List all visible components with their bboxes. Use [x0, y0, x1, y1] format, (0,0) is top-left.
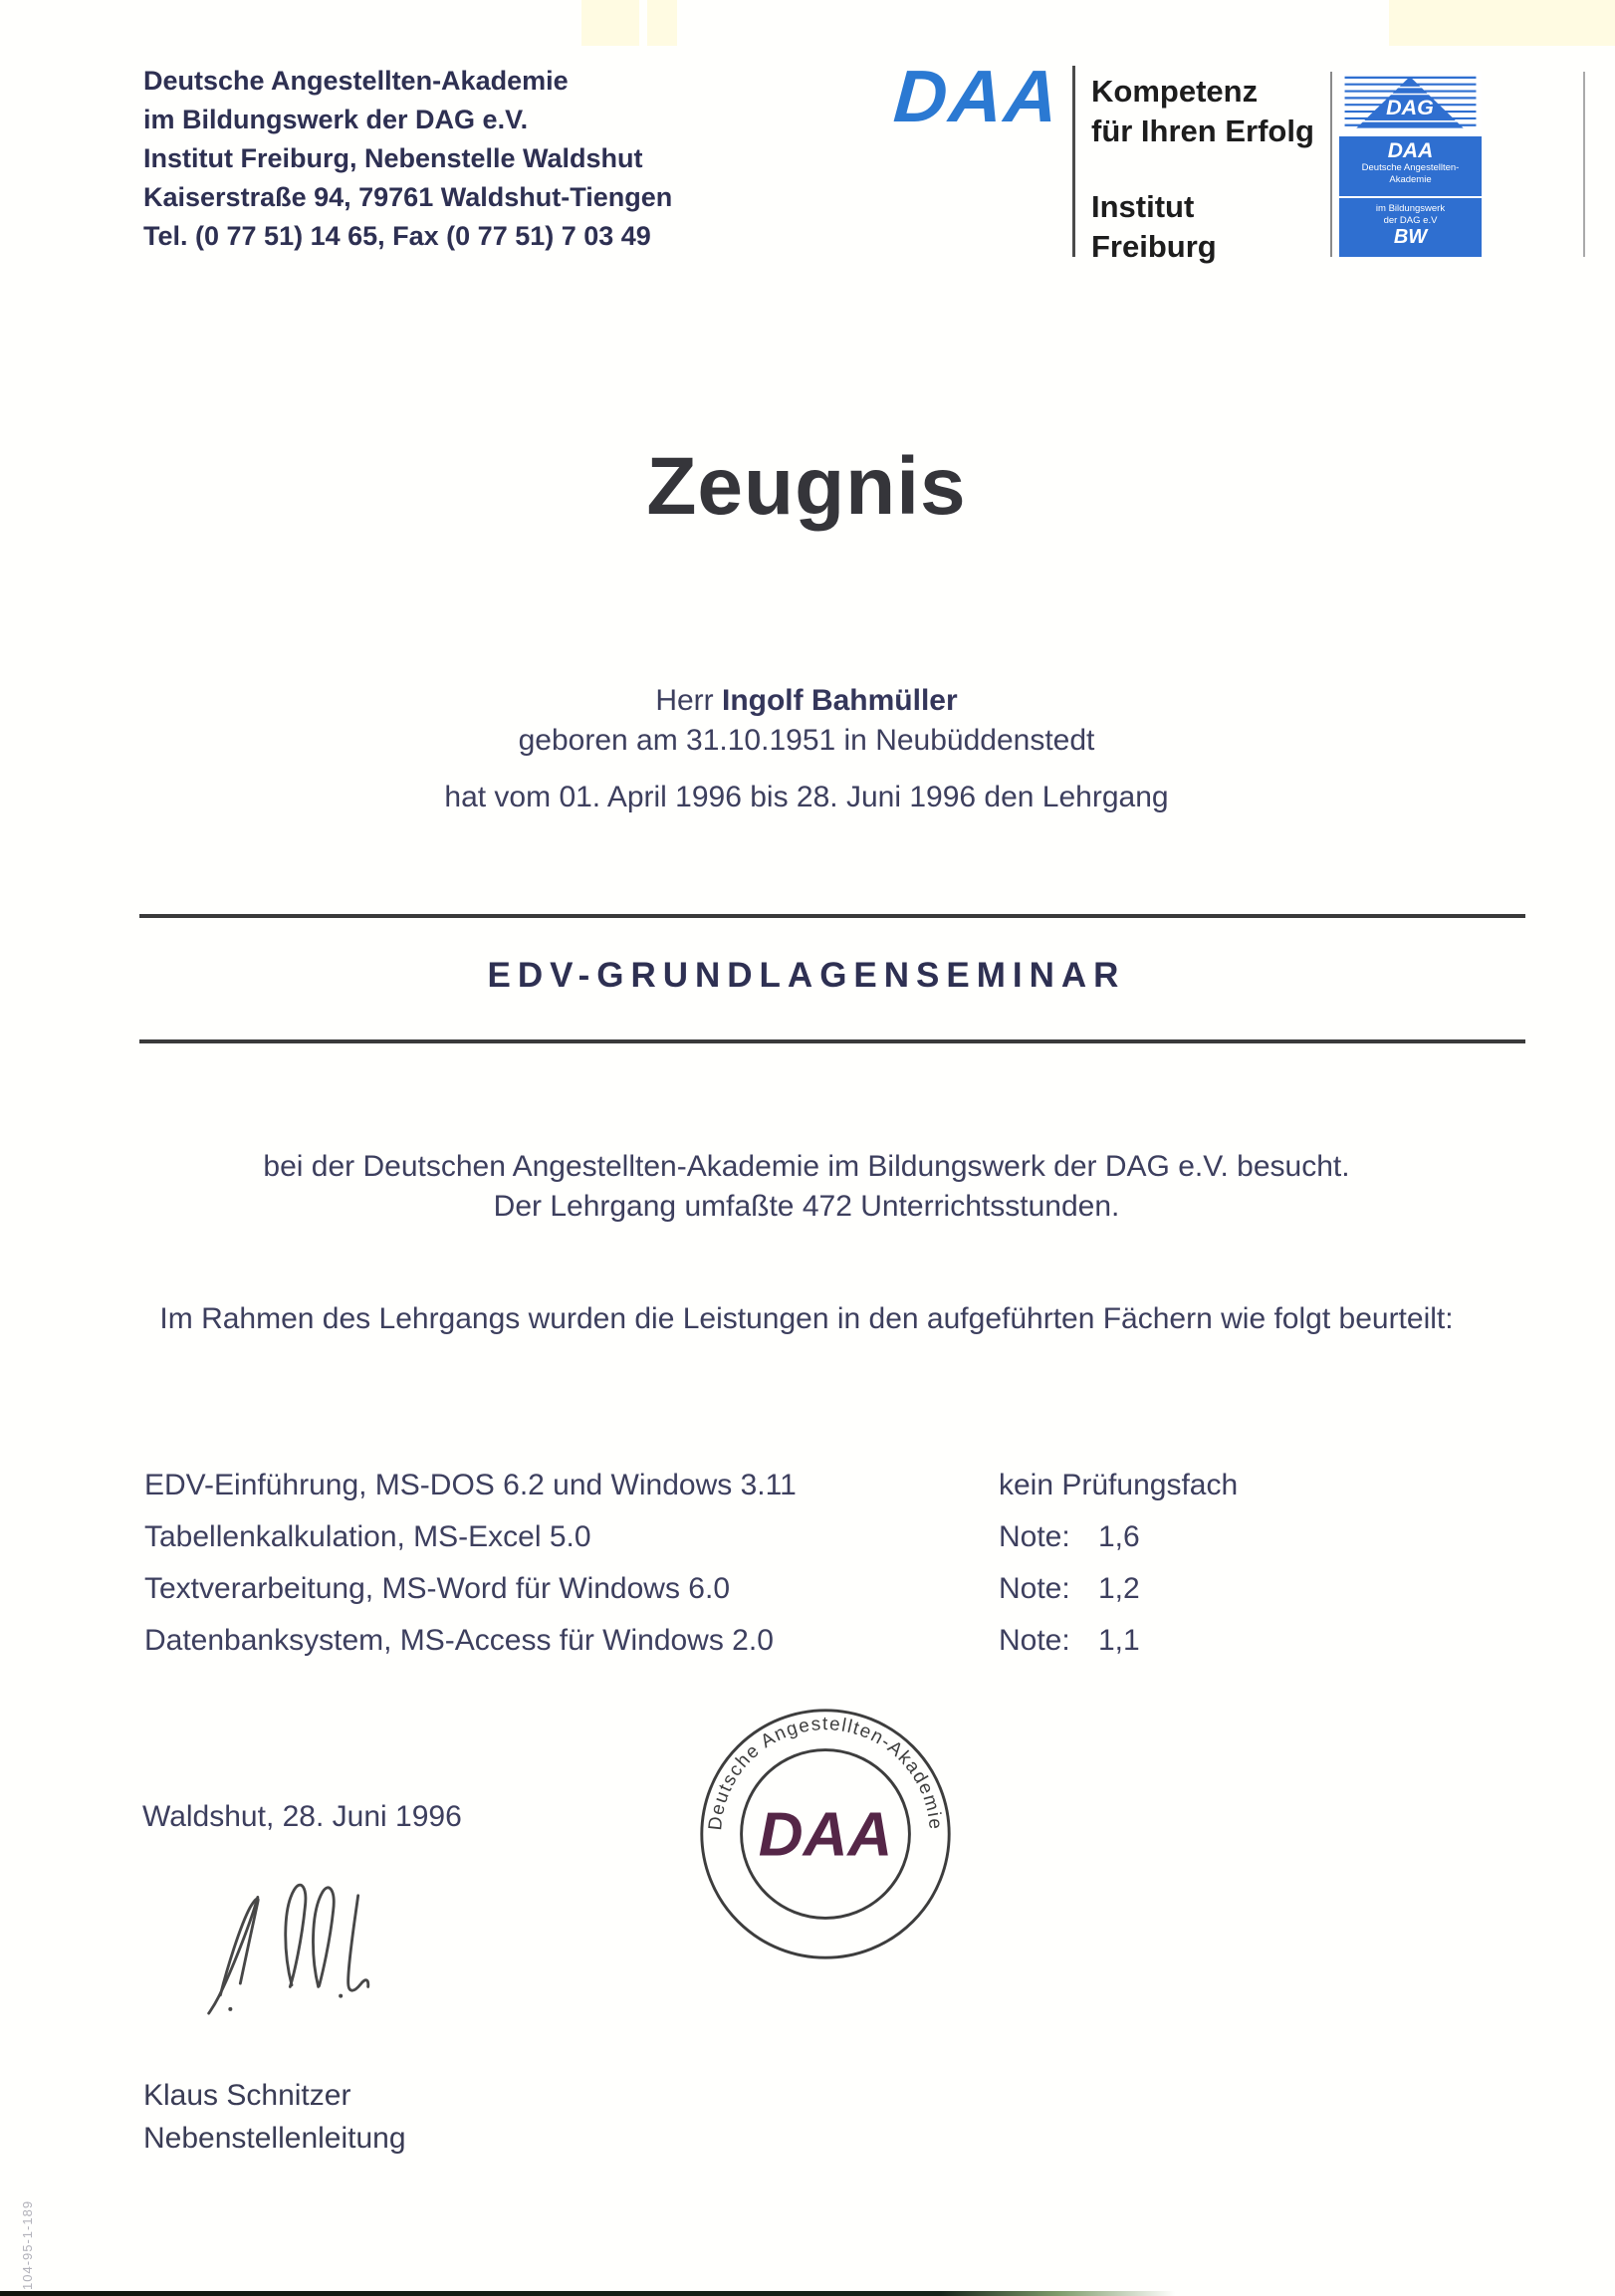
dag-daa-badge	[1339, 72, 1482, 257]
grade-subject: Datenbanksystem, MS-Access für Windows 2.0	[144, 1624, 774, 1657]
grade-result-label: Note:	[999, 1624, 1070, 1657]
course-period-line: hat vom 01. April 1996 bis 28. Juni 1996 den Lehrgang	[444, 781, 1169, 813]
grades-intro-line: Im Rahmen des Lehrgangs wurden die Leistungen in den aufgeführten Fächern wie folgt beurteilt:	[159, 1302, 1454, 1335]
tagline-line: Kompetenz	[1091, 74, 1259, 109]
signature-autograph	[177, 1847, 426, 2031]
horizontal-rule-bottom	[139, 1039, 1525, 1043]
grades-table	[144, 1460, 1489, 1667]
seminar-title: EDV-GRUNDLAGENSEMINAR	[487, 956, 1126, 995]
badge-daa-text: DAA	[1387, 138, 1434, 162]
badge-bottom-text: im Bildungswerk	[1375, 203, 1446, 215]
form-number-margin-note: 104-95-1-189	[20, 2199, 35, 2290]
grade-row	[144, 1460, 1489, 1511]
grade-result-label: Note:	[999, 1520, 1070, 1553]
institute-line: Freiburg	[1091, 229, 1217, 264]
grade-row	[144, 1511, 1489, 1563]
grade-result-value: 1,2	[1098, 1572, 1140, 1605]
scan-artifact-patch	[647, 0, 677, 46]
grade-result-label: Note:	[999, 1572, 1070, 1605]
attendance-line: Der Lehrgang umfaßte 472 Unterrichtsstunden.	[493, 1190, 1120, 1223]
date-place-line: Waldshut, 28. Juni 1996	[142, 1800, 462, 1833]
stamp-seal	[695, 1704, 956, 1964]
address-line: Tel. (0 77 51) 14 65, Fax (0 77 51) 7 03 49	[143, 221, 651, 251]
badge-bw-text: BW	[1393, 226, 1428, 249]
badge-daa-section	[1339, 136, 1482, 197]
grade-subject: Textverarbeitung, MS-Word für Windows 6.0	[144, 1572, 731, 1605]
badge-left-line	[1330, 72, 1332, 257]
grade-result-value: 1,1	[1098, 1624, 1140, 1657]
institute-text	[1091, 187, 1217, 267]
recipient-name-line	[110, 681, 1503, 721]
stamp-ring-text: Deutsche Angestellten-Akademie	[705, 1714, 946, 1832]
grade-row	[144, 1615, 1489, 1667]
dag-triangle-logo	[1339, 72, 1482, 134]
attendance-line: bei der Deutschen Angestellten-Akademie im Bildungswerk der DAG e.V. besucht.	[263, 1150, 1350, 1183]
sender-address-block	[143, 62, 672, 256]
scan-artifact-edge	[0, 2291, 1175, 2296]
signer-name: Klaus Schnitzer	[143, 2079, 351, 2112]
badge-bw-section	[1339, 198, 1482, 257]
horizontal-rule-top	[139, 914, 1525, 918]
grade-result-label: kein Prüfungsfach	[999, 1469, 1239, 1501]
grade-row	[144, 1563, 1489, 1615]
recipient-block	[110, 681, 1503, 761]
grade-subject: Tabellenkalkulation, MS-Excel 5.0	[144, 1520, 591, 1553]
address-line: Deutsche Angestellten-Akademie	[143, 66, 569, 96]
signer-title: Nebenstellenleitung	[143, 2122, 406, 2155]
address-line: im Bildungswerk der DAG e.V.	[143, 105, 529, 134]
badge-right-line	[1583, 72, 1585, 257]
recipient-name: Ingolf Bahmüller	[721, 684, 958, 717]
badge-bottom-text: der DAG e.V	[1383, 215, 1438, 227]
signer-block	[143, 2074, 406, 2160]
scan-artifact-patch	[581, 0, 639, 46]
address-line: Institut Freiburg, Nebenstelle Waldshut	[143, 143, 643, 173]
attendance-paragraph	[110, 1147, 1503, 1227]
grade-subject: EDV-Einführung, MS-DOS 6.2 und Windows 3.11	[144, 1469, 797, 1501]
badge-subtitle: Akademie	[1389, 173, 1432, 185]
recipient-salutation: Herr	[655, 684, 722, 717]
institute-line: Institut	[1091, 189, 1195, 224]
dag-triangle-label: DAG	[1386, 96, 1434, 120]
tagline-line: für Ihren Erfolg	[1091, 114, 1314, 148]
tagline-text	[1091, 72, 1314, 151]
daa-logo: DAA	[891, 55, 1063, 137]
recipient-birth-line: geboren am 31.10.1951 in Neubüddenstedt	[518, 724, 1095, 757]
address-line: Kaiserstraße 94, 79761 Waldshut-Tiengen	[143, 182, 673, 212]
header-divider-line	[1072, 66, 1075, 257]
grade-result-value: 1,6	[1098, 1520, 1140, 1553]
document-title: Zeugnis	[646, 441, 967, 532]
scan-artifact-patch	[1389, 0, 1615, 46]
badge-subtitle: Deutsche Angestellten-	[1361, 161, 1460, 173]
stamp-center-text: DAA	[758, 1800, 893, 1870]
